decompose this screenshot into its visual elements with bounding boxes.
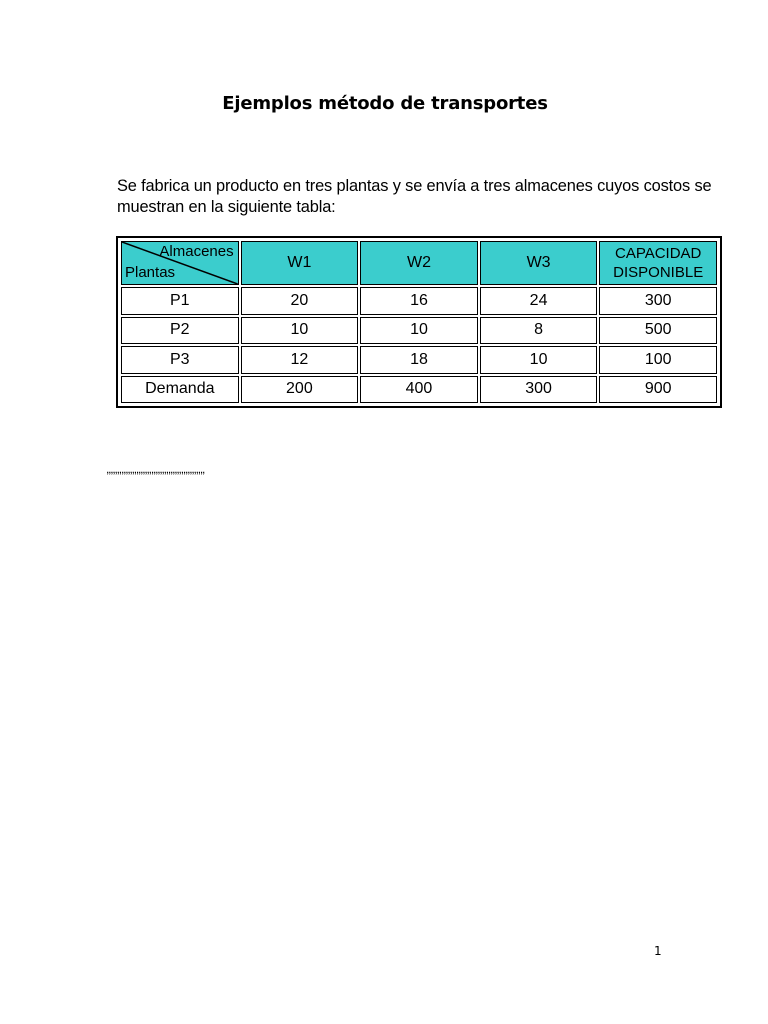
demand-cell: 400: [360, 376, 478, 404]
cost-cell: 20: [241, 287, 359, 315]
row-label: P2: [121, 317, 239, 345]
cost-cell: 12: [241, 346, 359, 374]
demand-cell: 300: [480, 376, 598, 404]
column-header-w3: W3: [480, 241, 598, 285]
demand-cell: 200: [241, 376, 359, 404]
cost-cell: 16: [360, 287, 478, 315]
cost-table: [119, 239, 719, 405]
corner-label-almacenes: Almacenes: [159, 243, 234, 260]
capacity-header-line2: DISPONIBLE: [613, 264, 704, 281]
total-cell: 900: [599, 376, 717, 404]
transport-table: [116, 236, 722, 408]
cost-cell: 8: [480, 317, 598, 345]
table-row: [121, 317, 717, 345]
page-number: 1: [654, 944, 662, 958]
row-label: P1: [121, 287, 239, 315]
intro-paragraph: Se fabrica un producto en tres plantas y se envía a tres almacenes cuyos costos se muestran en la siguiente tabla:: [117, 177, 712, 216]
column-header-w2: W2: [360, 241, 478, 285]
page-title: Ejemplos método de transportes: [222, 93, 548, 114]
corner-label-plantas: Plantas: [125, 264, 176, 281]
cost-cell: 18: [360, 346, 478, 374]
capacity-cell: 100: [599, 346, 717, 374]
capacity-cell: 300: [599, 287, 717, 315]
table-header-row: [121, 241, 717, 285]
cost-cell: 24: [480, 287, 598, 315]
row-label: Demanda: [121, 376, 239, 404]
row-label: P3: [121, 346, 239, 374]
comma-line: ,,,,,,,,,,,,,,,,,,,,,,,,,,,,,,,,,,,,,,,,,,,,,,: [106, 462, 205, 476]
cost-cell: 10: [480, 346, 598, 374]
cost-cell: 10: [241, 317, 359, 345]
capacity-header-line1: CAPACIDAD: [614, 245, 702, 262]
table-row: [121, 287, 717, 315]
column-header-w1: W1: [241, 241, 359, 285]
cost-cell: 10: [360, 317, 478, 345]
column-header-capacity: [599, 241, 717, 285]
table-row-demand: [121, 376, 717, 404]
capacity-cell: 500: [599, 317, 717, 345]
corner-header-cell: [121, 241, 239, 285]
table-row: [121, 346, 717, 374]
